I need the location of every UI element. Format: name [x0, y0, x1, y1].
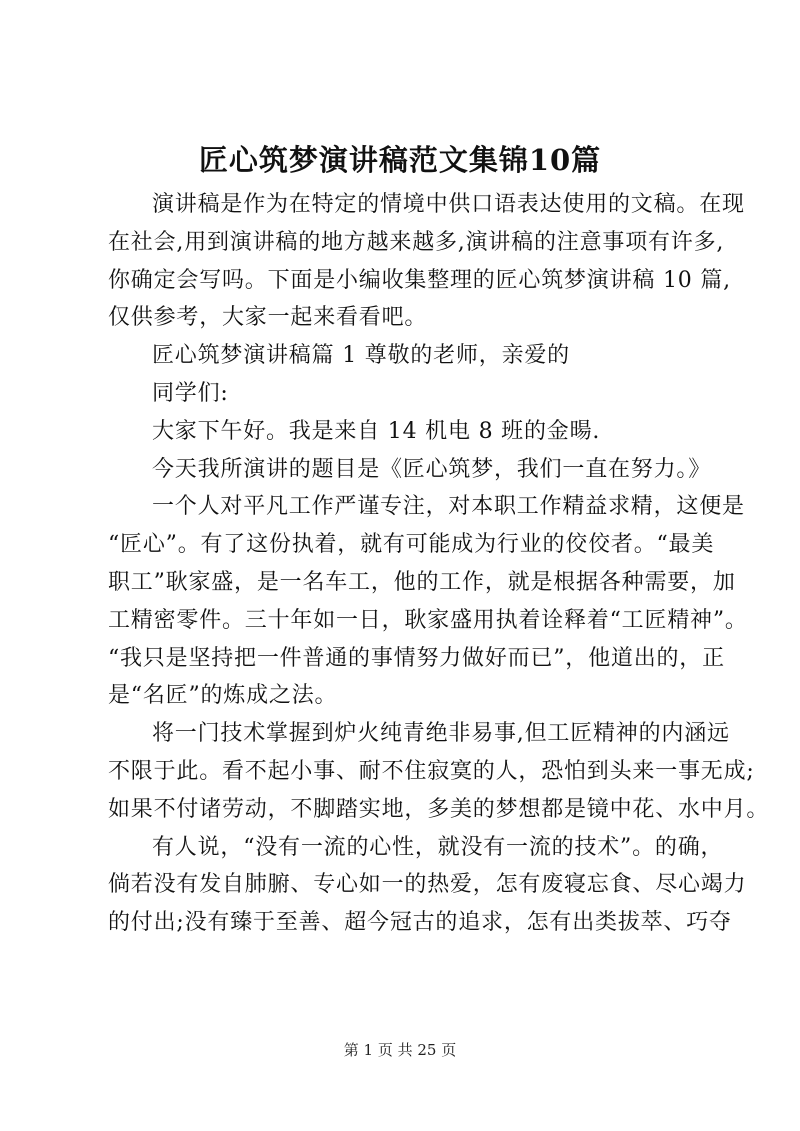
- body-line: 如果不付诸劳动，不脚踏实地，多美的梦想都是镜中花、水中月。: [108, 796, 770, 822]
- body-line: 今天我所演讲的题目是《匠心筑梦，我们一直在努力。》: [152, 456, 712, 482]
- body-line: 有人说，“没有一流的心性，就没有一流的技术”。的确，: [152, 834, 724, 860]
- body-line: 职工”耿家盛，是一名车工，他的工作，就是根据各种需要，加: [108, 569, 736, 595]
- body-line: 同学们:: [152, 380, 229, 406]
- body-line: 不限于此。看不起小事、耐不住寂寞的人，恐怕到头来一事无成;: [108, 758, 755, 784]
- body-line: 工精密零件。三十年如一日，耿家盛用执着诠释着“工匠精神”。: [108, 607, 748, 633]
- body-line: “我只是坚持把一件普通的事情努力做好而已”，他道出的，正: [108, 645, 725, 671]
- body-line: 是“名匠”的炼成之法。: [108, 683, 338, 709]
- body-line: 一个人对平凡工作严谨专注，对本职工作精益求精，这便是: [152, 494, 745, 520]
- body-line: 匠心筑梦演讲稿篇 1 尊敬的老师，亲爱的: [152, 343, 570, 369]
- body-line: “匠心”。有了这份执着，就有可能成为行业的佼佼者。“最美: [108, 532, 715, 558]
- page-number-footer: 第 1 页 共 25 页: [343, 1041, 457, 1059]
- body-line: 在社会,用到演讲稿的地方越来越多,演讲稿的注意事项有许多,: [108, 229, 725, 255]
- document-title: 匠心筑梦演讲稿范文集锦10篇: [198, 143, 602, 177]
- body-line: 将一门技术掌握到炉火纯青绝非易事,但工匠精神的内涵远: [152, 721, 730, 747]
- body-line: 演讲稿是作为在特定的情境中供口语表达使用的文稿。在现: [152, 192, 745, 217]
- body-line: 的付出;没有臻于至善、超今冠古的追求，怎有出类拔萃、巧夺: [108, 910, 732, 936]
- body-line: 大家下午好。我是来自 14 机电 8 班的金暘.: [152, 418, 601, 444]
- body-line: 你确定会写吗。下面是小编收集整理的匠心筑梦演讲稿 10 篇,: [108, 267, 731, 293]
- document-body: [108, 186, 770, 942]
- body-line: 仅供参考，大家一起来看看吧。: [108, 305, 428, 331]
- body-line: 倘若没有发自肺腑、专心如一的热爱，怎有废寝忘食、尽心竭力: [108, 872, 747, 898]
